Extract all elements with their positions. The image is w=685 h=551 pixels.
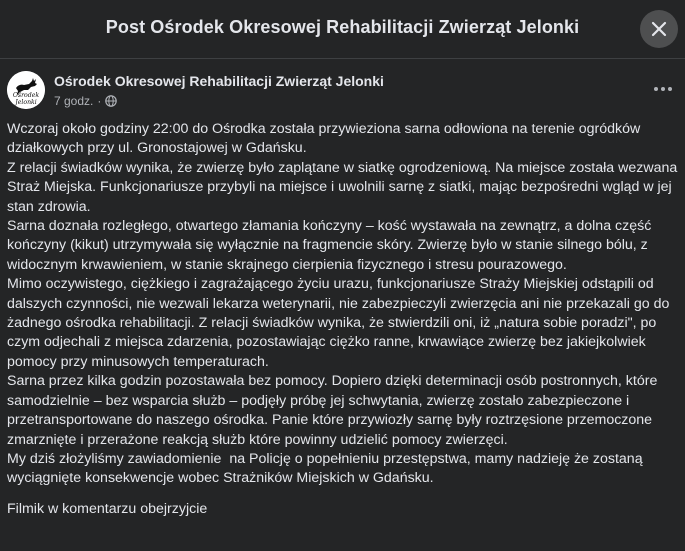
- post-footer-text: Filmik w komentarzu obejrzyjcie: [7, 500, 208, 517]
- more-horizontal-icon: [653, 86, 673, 92]
- close-icon: [651, 21, 667, 37]
- modal-header: [0, 0, 685, 59]
- post-paragraph: Mimo oczywistego, ciężkiego i zagrażającego życiu urazu, funkcjonariusze Straży Miejskiej odstąpili od dalszych czynności, nie wezwali lekarza weterynarii, nie zabezpieczyli zwierzęcia ani nie przekazali go do żadnego ośrodka rehabilitacji. Z relacji świadków wynika, że stwierdzili oni, iż „natura sobie poradzi", po czym odjechali z miejsca zdarzenia, pozostawiając ciężko ranne, krwawiące zwierzę bez jakiejkolwiek pomocy przy minusowych temperaturach.: [7, 276, 674, 370]
- post-paragraph: Sarna przez kilka godzin pozostawała bez pomocy. Dopiero dzięki determinacji osób postronnych, które samodzielnie – bez wsparcia służb – podjęły próbę jej schwytania, zwierzę zostało zabezpieczone i przetransportowane do naszego ośrodka. Panie które przywiozły sarnę były roztrzęsione przemoczone zmarznięte i przerażone reakcją służb które powinny udzielić pomocy zwierzęci.: [7, 373, 662, 448]
- more-options-button[interactable]: [648, 79, 678, 99]
- post-time[interactable]: 7 godz.: [54, 94, 94, 108]
- avatar-text-2: Jelonki: [15, 99, 37, 106]
- avatar[interactable]: [7, 71, 45, 109]
- author-name[interactable]: Ośrodek Okresowej Rehabilitacji Zwierząt Jelonki: [54, 73, 384, 89]
- post-paragraph: My dziś złożyliśmy zawiadomienie na Policję o popełnieniu przestępstwa, mamy nadzieję że zostaną wyciągnięte konsekwencje wobec Strażników Miejskich w Gdańsku.: [7, 450, 647, 487]
- post-paragraph: Sarna doznała rozległego, otwartego złamania kończyny – kość wystawała na zewnątrz, a dolna część kończyny (kikut) utrzymywała się wyłącznie na fragmencie skóry. Zwierzę było w stanie silnego bólu, z widocznym krwawieniem, w stanie skrajnego cierpienia fizycznego i stresu pourazowego.: [7, 218, 656, 273]
- close-button[interactable]: [640, 10, 678, 48]
- meta-separator: ·: [97, 94, 102, 108]
- post-meta: [54, 94, 117, 108]
- avatar-text-1: Ośrodek: [12, 92, 40, 99]
- globe-icon[interactable]: [105, 95, 117, 107]
- post-header: [0, 59, 685, 119]
- post-paragraph: Wczoraj około godziny 22:00 do Ośrodka została przywieziona sarna odłowiona na terenie ogródków działkowych przy ul. Gronostajowej w Gdańsku.: [7, 121, 645, 157]
- post-body: [7, 120, 683, 519]
- post-paragraph: Z relacji świadków wynika, że zwierzę było zaplątane w siatkę ogrodzeniową. Na miejsce została wezwana Straż Miejska. Funkcjonariusze przybyli na miejsce i uwolnili sarnę z siatki, mając bezpośredni wgląd w jej stan zdrowia.: [7, 159, 682, 215]
- modal-title: Post Ośrodek Okresowej Rehabilitacji Zwierząt Jelonki: [105, 17, 580, 37]
- deer-logo-icon: [7, 71, 45, 109]
